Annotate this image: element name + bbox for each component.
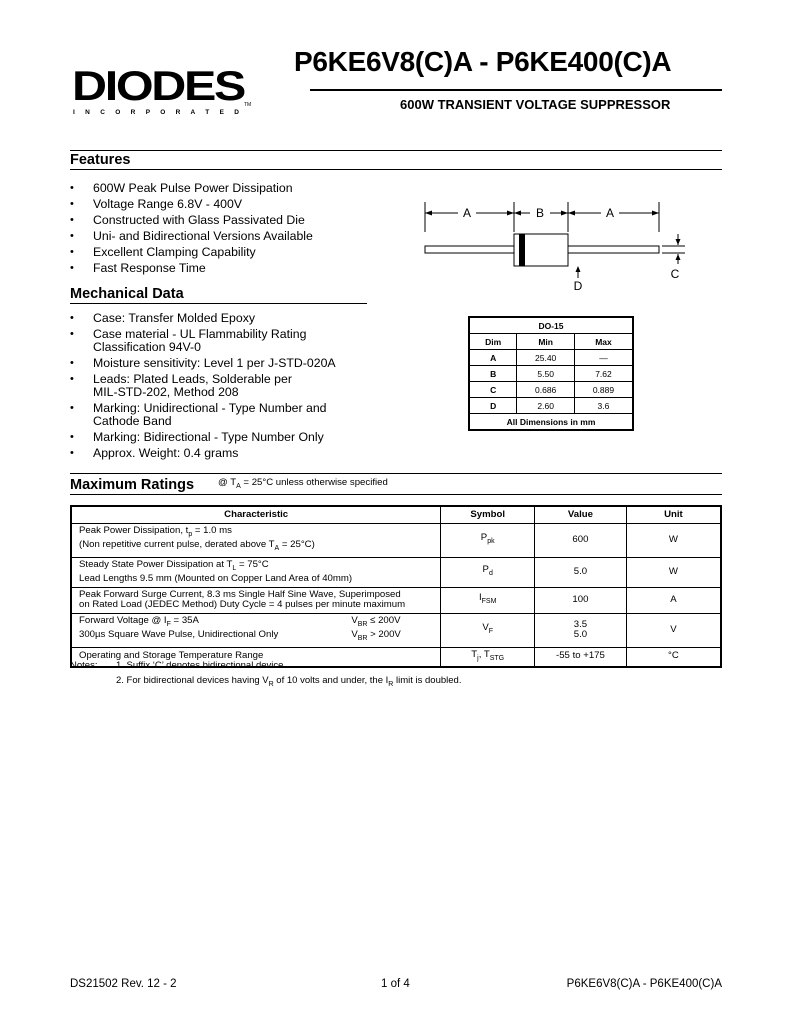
table-header: Min [517, 334, 575, 350]
dim-label-d: D [573, 279, 583, 293]
notes-label: Notes: [70, 660, 98, 671]
table-row: Operating and Storage Temperature Range $T_j$, $T_{STG}$ -55 to +175 °C [71, 647, 721, 667]
diodes-logo [70, 64, 255, 116]
table-row: B 5.50 7.62 [469, 366, 633, 382]
features-heading: Features [70, 152, 131, 168]
features-top-rule [70, 150, 722, 151]
table-row: D 2.60 3.6 [469, 398, 633, 414]
dim-label-c: C [670, 267, 680, 281]
table-header: Characteristic [71, 506, 441, 524]
dim-label-a: A [462, 206, 472, 220]
ratings-bottom-rule [70, 494, 722, 495]
do15-package-diagram [418, 196, 690, 296]
table-row: A 25.40 — [469, 350, 633, 366]
list-item: • Case material - UL Flammability Rating Classification 94V-0 [70, 328, 400, 354]
table-header: Symbol [441, 506, 535, 524]
mechanical-heading: Mechanical Data [70, 286, 184, 302]
ratings-heading: Maximum Ratings [70, 477, 195, 493]
page-subtitle: 600W TRANSIENT VOLTAGE SUPPRESSOR [400, 97, 671, 112]
list-item: • 600W Peak Pulse Power Dissipation [70, 182, 400, 195]
table-row: Forward Voltage @ $I_F = 35A$ $V_{BR} \le 200V$ 300µs Square Wave Pulse, Unidirectional Only $V_{BR} > 200V$ $V_F$ 3.5 5.0 V [71, 613, 721, 647]
logo-text: DIODES [72, 64, 246, 109]
dimensions-table [468, 316, 634, 431]
table-row: Peak Power Dissipation, $t_p = 1.0$ ms (Non repetitive current pulse, derated above $T_A = 25^\circ C$) $P_{pk}$ 600 W [71, 524, 721, 558]
logo-subtext: I N C O R P O R A T E D [73, 109, 239, 116]
list-item: • Approx. Weight: 0.4 grams [70, 447, 400, 460]
features-bottom-rule [70, 169, 722, 170]
footer-page-number: 1 of 4 [381, 978, 410, 990]
note-1: 1. Suffix ‘C’ denotes bidirectional device. [116, 660, 287, 671]
title-divider [310, 89, 722, 91]
mechanical-list [70, 312, 400, 463]
notes [70, 658, 461, 692]
list-item: • Constructed with Glass Passivated Die [70, 214, 400, 227]
svg-text:TM: TM [244, 102, 252, 108]
list-item: • Leads: Plated Leads, Solderable per MIL-STD-202, Method 208 [70, 373, 400, 399]
list-item: • Fast Response Time [70, 262, 400, 275]
table-row: Steady State Power Dissipation at $T_L = 75^\circ C$ Lead Lengths 9.5 mm (Mounted on Copper Land Area of 40mm) $P_d$ 5.0 W [71, 557, 721, 587]
list-item: • Excellent Clamping Capability [70, 246, 400, 259]
dim-label-b: B [535, 206, 545, 220]
ratings-table [70, 505, 722, 668]
table-header: Unit [626, 506, 721, 524]
note-2: 2. For bidirectional devices having $V_R$ of 10 volts and under, the $I_R$ limit is doubled. [116, 675, 462, 688]
table-row: Peak Forward Surge Current, 8.3 ms Single Half Sine Wave, Superimposed on Rated Load (JEDEC Method) Duty Cycle = 4 pulses per minute maximum $I_{FSM}$ 100 A [71, 587, 721, 613]
list-item: • Moisture sensitivity: Level 1 per J-STD-020A [70, 357, 400, 370]
page-title: P6KE6V8(C)A - P6KE400(C)A [294, 46, 672, 77]
list-item: • Voltage Range 6.8V - 400V [70, 198, 400, 211]
footer-doc-number: DS21502 Rev. 12 - 2 [70, 978, 177, 990]
list-item: • Marking: Unidirectional - Type Number and Cathode Band [70, 402, 400, 428]
table-header: Max [574, 334, 633, 350]
ratings-top-rule [70, 473, 722, 474]
table-header: Value [535, 506, 627, 524]
table-header: Dim [469, 334, 517, 350]
list-item: • Marking: Bidirectional - Type Number Only [70, 431, 400, 444]
dim-label-a: A [605, 206, 615, 220]
footer-part-number: P6KE6V8(C)A - P6KE400(C)A [566, 978, 722, 990]
table-row: C 0.686 0.889 [469, 382, 633, 398]
dimensions-table-footer: All Dimensions in mm [469, 414, 633, 431]
features-list [70, 182, 400, 278]
dimensions-table-title: DO-15 [469, 317, 633, 334]
mechanical-rule [70, 303, 367, 304]
ratings-condition: @ $T_A = 25^\circ C$ unless otherwise specified [218, 477, 388, 490]
list-item: • Case: Transfer Molded Epoxy [70, 312, 400, 325]
list-item: • Uni- and Bidirectional Versions Available [70, 230, 400, 243]
